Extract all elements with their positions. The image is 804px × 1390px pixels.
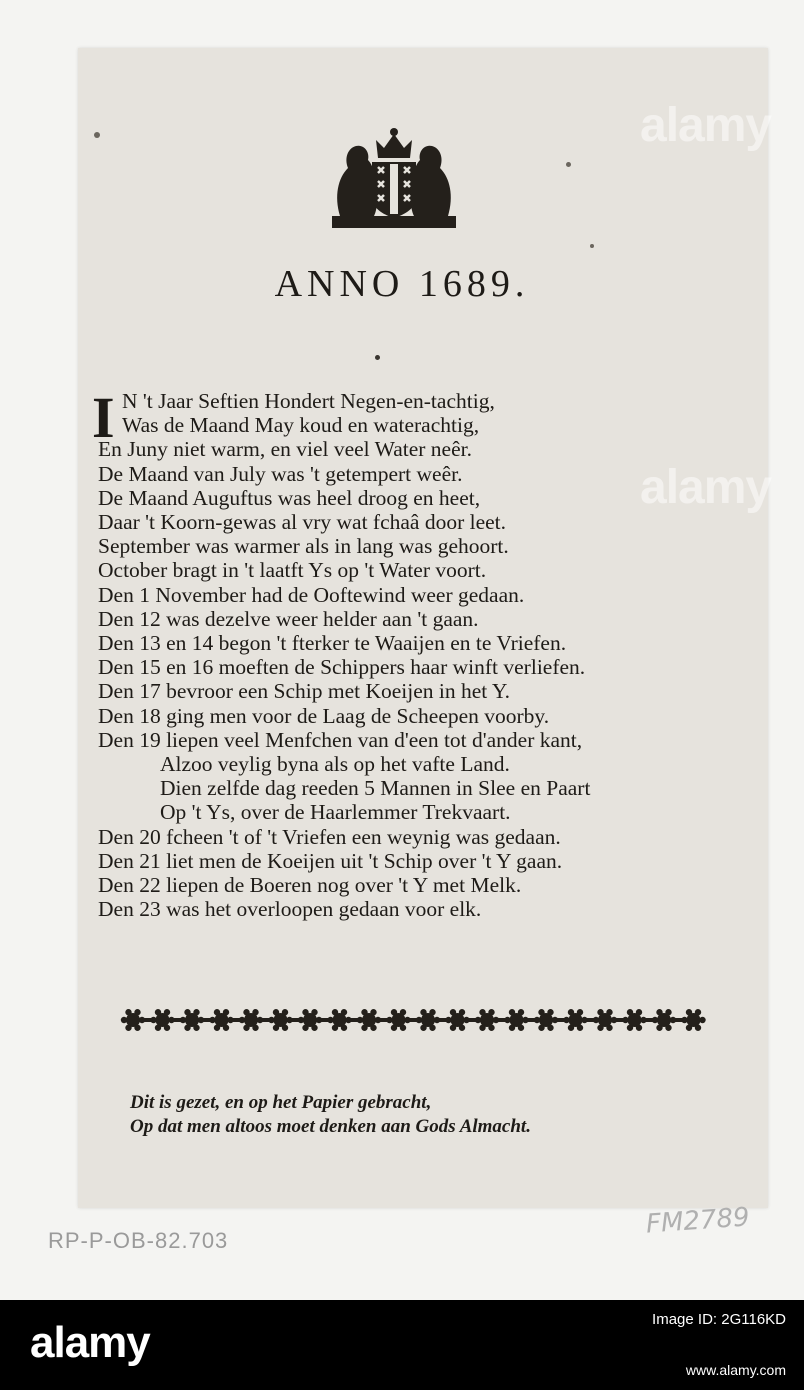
- ornament-petal: [577, 1009, 583, 1015]
- ornament-petal: [125, 1025, 131, 1031]
- title-dot: [375, 355, 380, 360]
- verse-line: Den 17 bevroor een Schip met Koeijen in het Y.: [98, 679, 510, 704]
- ornament-petal: [547, 1025, 553, 1031]
- ornament-petal: [223, 1025, 229, 1031]
- ornament-petal: [184, 1025, 190, 1031]
- ornament-petal: [606, 1009, 612, 1015]
- ornament-petal: [400, 1009, 406, 1015]
- paper-speck: [566, 162, 571, 167]
- ornament-petal: [209, 1017, 215, 1023]
- ornament-border: [118, 1004, 712, 1036]
- ornament-petal: [341, 1009, 347, 1015]
- ornament-petal: [450, 1025, 456, 1031]
- ornament-petal: [193, 1025, 199, 1031]
- ornament-petal: [164, 1025, 170, 1031]
- verse-line: September was warmer als in lang was gehoort.: [98, 534, 509, 559]
- verse-line: Den 20 fcheen 't of 't Vriefen een weynig was gedaan.: [98, 824, 561, 849]
- ornament-petal: [243, 1009, 249, 1015]
- ornament-petal: [479, 1025, 485, 1031]
- ornament-petal: [681, 1017, 687, 1023]
- ornament-petal: [652, 1017, 658, 1023]
- ornament-petal: [450, 1009, 456, 1015]
- ornament-petal: [150, 1017, 156, 1023]
- ornament-petal: [134, 1009, 140, 1015]
- ornament-petal: [593, 1017, 599, 1023]
- ornament-petal: [239, 1017, 245, 1023]
- ornament-petal: [488, 1025, 494, 1031]
- verse-line: Was de Maand May koud en waterachtig,: [122, 413, 480, 438]
- ornament-petal: [311, 1025, 317, 1031]
- verse-line: Den 1 November had de Ooftewind weer gedaan.: [98, 582, 525, 607]
- ornament-petal: [214, 1009, 220, 1015]
- verse-line: Dien zelfde dag reeden 5 Mannen in Slee en Paart: [160, 776, 591, 801]
- ornament-petal: [391, 1025, 397, 1031]
- ornament-petal: [445, 1017, 451, 1023]
- ornament-petal: [361, 1009, 367, 1015]
- ornament-petal: [243, 1025, 249, 1031]
- ornament-petal: [488, 1009, 494, 1015]
- verse-line: En Juny niet warm, en viel veel Water neêr.: [98, 437, 472, 462]
- verse-line: N 't Jaar Seftien Hondert Negen-en-tachtig,: [122, 389, 495, 413]
- ornament-petal: [622, 1017, 628, 1023]
- ornament-petal: [252, 1025, 258, 1031]
- ornament-petal: [332, 1025, 338, 1031]
- paper-speck: [94, 132, 100, 138]
- ornament-petal: [665, 1009, 671, 1015]
- ornament-petal: [686, 1025, 692, 1031]
- ornament-petal: [568, 1009, 574, 1015]
- ornament-petal: [311, 1009, 317, 1015]
- ornament-petal: [509, 1025, 515, 1031]
- coat-of-arms-icon: [330, 126, 458, 230]
- closing-line-2: Op dat men altoos moet denken aan Gods Almacht.: [130, 1116, 531, 1137]
- verse-line: Alzoo veylig byna als op het vafte Land.: [160, 752, 510, 776]
- ornament-petal: [252, 1009, 258, 1015]
- ornament-petal: [121, 1017, 127, 1023]
- ornament-petal: [282, 1009, 288, 1015]
- ornament-petal: [475, 1017, 481, 1023]
- verse-line: Den 19 liepen veel Menfchen van d'een tot d'ander kant,: [98, 727, 583, 752]
- footer-brand: alamy: [30, 1318, 150, 1367]
- ornament-petal: [429, 1009, 435, 1015]
- verse-line: October bragt in 't laatft Ys op 't Water voort.: [98, 558, 487, 583]
- verse-line: Den 13 en 14 begon 't fterker te Waaijen en te Vriefen.: [98, 631, 567, 655]
- ornament-petal: [538, 1009, 544, 1015]
- document-title: ANNO 1689.: [274, 263, 530, 305]
- ornament-petal: [416, 1017, 422, 1023]
- verse-line: Den 18 ging men voor de Laag de Scheepen voorby.: [98, 703, 550, 728]
- ornament-petal: [627, 1009, 633, 1015]
- ornament-petal: [656, 1009, 662, 1015]
- ornament-petal: [282, 1025, 288, 1031]
- ornament-petal: [420, 1025, 426, 1031]
- ornament-petal: [155, 1009, 161, 1015]
- drop-cap: I: [92, 385, 115, 450]
- ornament-petal: [695, 1009, 701, 1015]
- ornament-petal: [504, 1017, 510, 1023]
- ornament-petal: [370, 1025, 376, 1031]
- ornament-petal: [273, 1009, 279, 1015]
- ornament-petal: [636, 1025, 642, 1031]
- footer-bar: [0, 1300, 804, 1390]
- ornament-petal: [332, 1009, 338, 1015]
- ornament-petal: [479, 1009, 485, 1015]
- ornament-petal: [134, 1025, 140, 1031]
- ornament-petal: [298, 1017, 304, 1023]
- ornament-petal: [459, 1025, 465, 1031]
- ornament-petal: [302, 1009, 308, 1015]
- ornament-petal: [665, 1025, 671, 1031]
- ornament-petal: [518, 1009, 524, 1015]
- ornament-petal: [636, 1009, 642, 1015]
- ornament-petal: [597, 1009, 603, 1015]
- ornament-petal: [547, 1009, 553, 1015]
- ornament-petal: [180, 1017, 186, 1023]
- ornament-petal: [538, 1025, 544, 1031]
- ornament-petal: [577, 1025, 583, 1031]
- ornament-petal: [509, 1009, 515, 1015]
- ornament-petal: [386, 1017, 392, 1023]
- verse-line: Den 15 en 16 moeften de Schippers haar winft verliefen.: [98, 655, 586, 680]
- ornament-petal: [429, 1025, 435, 1031]
- ornament-petal: [302, 1025, 308, 1031]
- verse-line: De Maand van July was 't getempert weêr.: [98, 461, 463, 486]
- ornament-petal: [400, 1025, 406, 1031]
- ornament-petal: [534, 1017, 540, 1023]
- ornament-petal: [563, 1017, 569, 1023]
- ornament-petal: [656, 1025, 662, 1031]
- ornament-petal: [568, 1025, 574, 1031]
- watermark: alamy: [640, 461, 772, 514]
- ornament-petal: [193, 1009, 199, 1015]
- watermark: alamy: [640, 99, 772, 152]
- ornament-petal: [268, 1017, 274, 1023]
- ornament-petal: [273, 1025, 279, 1031]
- verse-line: Den 12 was dezelve weer helder aan 't gaan.: [98, 606, 479, 631]
- ornament-petal: [627, 1025, 633, 1031]
- closing-line-1: Dit is gezet, en op het Papier gebracht,: [130, 1092, 432, 1113]
- ornament-petal: [606, 1025, 612, 1031]
- ornament-petal: [695, 1025, 701, 1031]
- verse-line: Den 23 was het overloopen gedaan voor elk.: [98, 897, 482, 922]
- verse-line: De Maand Auguftus was heel droog en heet,: [98, 485, 481, 510]
- ornament-petal: [223, 1009, 229, 1015]
- ornament-petal: [357, 1017, 363, 1023]
- ornament-petal: [361, 1025, 367, 1031]
- ornament-petal: [125, 1009, 131, 1015]
- paper-speck: [590, 244, 594, 248]
- ornament-petal: [155, 1025, 161, 1031]
- verse-line: Den 22 liepen de Boeren nog over 't Y met Melk.: [98, 873, 522, 897]
- ornament-petal: [518, 1025, 524, 1031]
- ornament-petal: [459, 1009, 465, 1015]
- pencil-mark: FM2789: [645, 1202, 751, 1240]
- ornament-petal: [214, 1025, 220, 1031]
- ornament-petal: [341, 1025, 347, 1031]
- ornament-petal: [699, 1017, 705, 1023]
- ornament-petal: [391, 1009, 397, 1015]
- verse-line: Op 't Ys, over de Haarlemmer Trekvaart.: [160, 800, 511, 825]
- ornament-petal: [370, 1009, 376, 1015]
- inventory-number: RP-P-OB-82.703: [48, 1228, 229, 1253]
- ornament-petal: [686, 1009, 692, 1015]
- verse-line: Den 21 liet men de Koeijen uit 't Schip over 't Y gaan.: [98, 848, 563, 873]
- verse-line: Daar 't Koorn-gewas al vry wat fchaâ door leet.: [98, 510, 507, 534]
- ornament-petal: [164, 1009, 170, 1015]
- ornament-petal: [597, 1025, 603, 1031]
- footer-url: www.alamy.com: [685, 1362, 786, 1378]
- ornament-petal: [327, 1017, 333, 1023]
- ornament-petal: [420, 1009, 426, 1015]
- image-id: Image ID: 2G116KD: [652, 1311, 786, 1328]
- ornament-petal: [184, 1009, 190, 1015]
